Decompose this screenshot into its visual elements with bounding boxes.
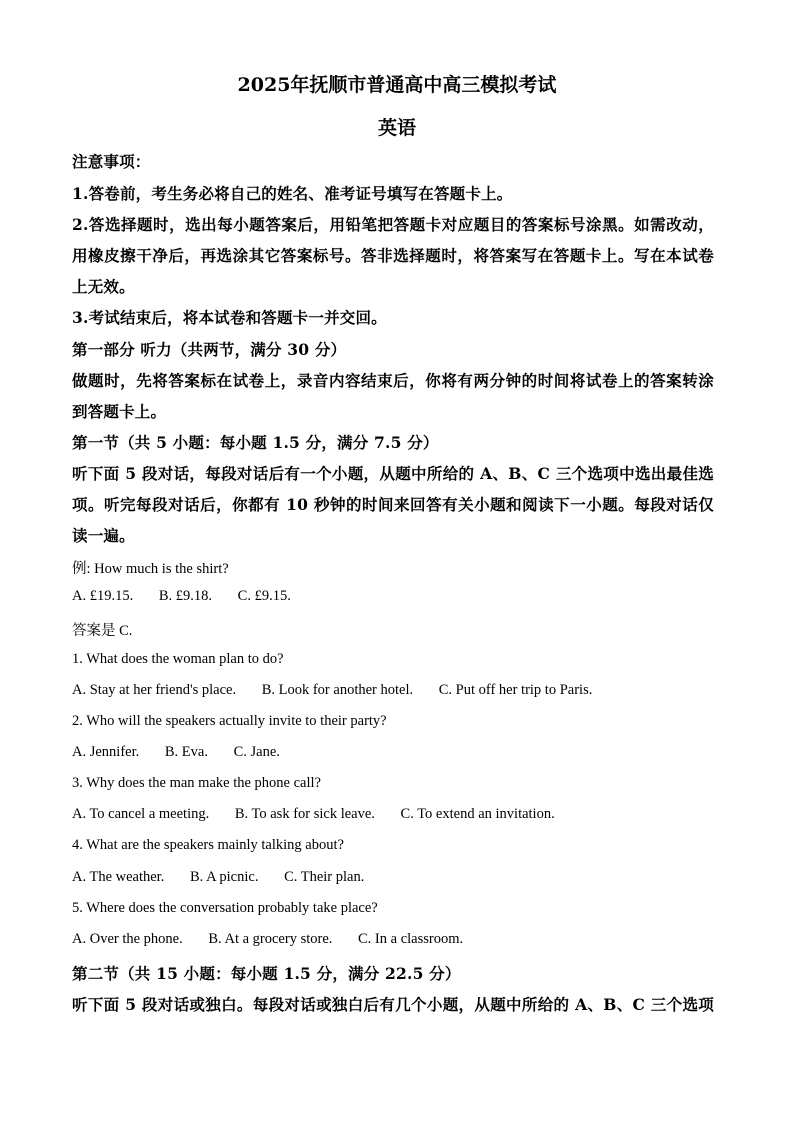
option-c: C. £9.15. xyxy=(237,588,291,604)
section1-intro-line-1: 听下面 5 段对话，每段对话后有一个小题，从题中所给的 A、B、C 三个选项中选出最佳选 xyxy=(72,464,714,483)
question-5: 5. Where does the conversation probably take place? xyxy=(72,900,378,916)
notes-item-2-line-2: 用橡皮擦干净后，再选涂其它答案标号。答非选择题时，将答案写在答题卡上。写在本试卷 xyxy=(72,246,714,265)
question-3-options xyxy=(72,806,577,823)
option-a: A. The weather. xyxy=(72,869,165,885)
notes-item-1: 1.答卷前，考生务必将自己的姓名、准考证号填写在答题卡上。 xyxy=(72,184,513,203)
question-1-options xyxy=(72,682,614,699)
option-a: A. Stay at her friend's place. xyxy=(72,682,237,698)
part1-intro-line-1: 做题时，先将答案标在试卷上，录音内容结束后，你将有两分钟的时间将试卷上的答案转涂 xyxy=(72,371,714,390)
part1-intro-line-2: 到答题卡上。 xyxy=(72,402,167,421)
option-a: A. Over the phone. xyxy=(72,931,183,947)
section1-intro-line-3: 读一遍。 xyxy=(72,526,135,545)
option-b: B. Look for another hotel. xyxy=(261,682,414,698)
section1-intro-line-2: 项。听完每段对话后，你都有 10 秒钟的时间来回答有关小题和阅读下一小题。每段对话仅 xyxy=(72,495,714,514)
exam-title: 2025年抚顺市普通高中高三模拟考试 xyxy=(237,74,557,96)
example-options xyxy=(72,588,313,605)
notes-item-3: 3.考试结束后，将本试卷和答题卡一并交回。 xyxy=(72,308,387,327)
option-b: B. Eva. xyxy=(164,744,208,760)
section2-intro-line-1: 听下面 5 段对话或独白。每段对话或独白后有几个小题，从题中所给的 A、B、C 三个选项 xyxy=(72,995,714,1014)
notes-heading: 注意事项： xyxy=(72,152,151,171)
question-4-options xyxy=(72,869,386,886)
notes-item-2-line-3: 上无效。 xyxy=(72,277,135,296)
option-c: C. To extend an invitation. xyxy=(400,806,555,822)
question-2: 2. Who will the speakers actually invite to their party? xyxy=(72,713,387,729)
option-c: C. Jane. xyxy=(233,744,280,760)
example-question: 例: How much is the shirt? xyxy=(72,561,229,577)
question-2-options xyxy=(72,744,302,761)
notes-item-2-line-1: 2.答选择题时，选出每小题答案后，用铅笔把答题卡对应题目的答案标号涂黑。如需改动， xyxy=(72,215,714,234)
section2-heading: 第二节（共 15 小题：每小题 1.5 分，满分 22.5 分） xyxy=(72,964,461,983)
option-b: B. A picnic. xyxy=(189,869,259,885)
option-b: B. To ask for sick leave. xyxy=(234,806,375,822)
example-answer: 答案是 C. xyxy=(72,623,133,639)
section1-heading: 第一节（共 5 小题：每小题 1.5 分，满分 7.5 分） xyxy=(72,433,439,452)
question-5-options xyxy=(72,931,485,948)
question-3: 3. Why does the man make the phone call? xyxy=(72,775,321,791)
option-a: A. To cancel a meeting. xyxy=(72,806,210,822)
option-c: C. Put off her trip to Paris. xyxy=(438,682,593,698)
question-1: 1. What does the woman plan to do? xyxy=(72,651,284,667)
option-b: B. £9.18. xyxy=(158,588,213,604)
option-c: C. Their plan. xyxy=(284,869,365,885)
option-a: A. Jennifer. xyxy=(72,744,140,760)
question-4: 4. What are the speakers mainly talking about? xyxy=(72,837,344,853)
option-b: B. At a grocery store. xyxy=(208,931,333,947)
exam-subject: 英语 xyxy=(377,117,416,139)
part1-heading: 第一部分 听力（共两节，满分 30 分） xyxy=(72,340,347,359)
option-c: C. In a classroom. xyxy=(358,931,464,947)
option-a: A. £19.15. xyxy=(72,588,134,604)
